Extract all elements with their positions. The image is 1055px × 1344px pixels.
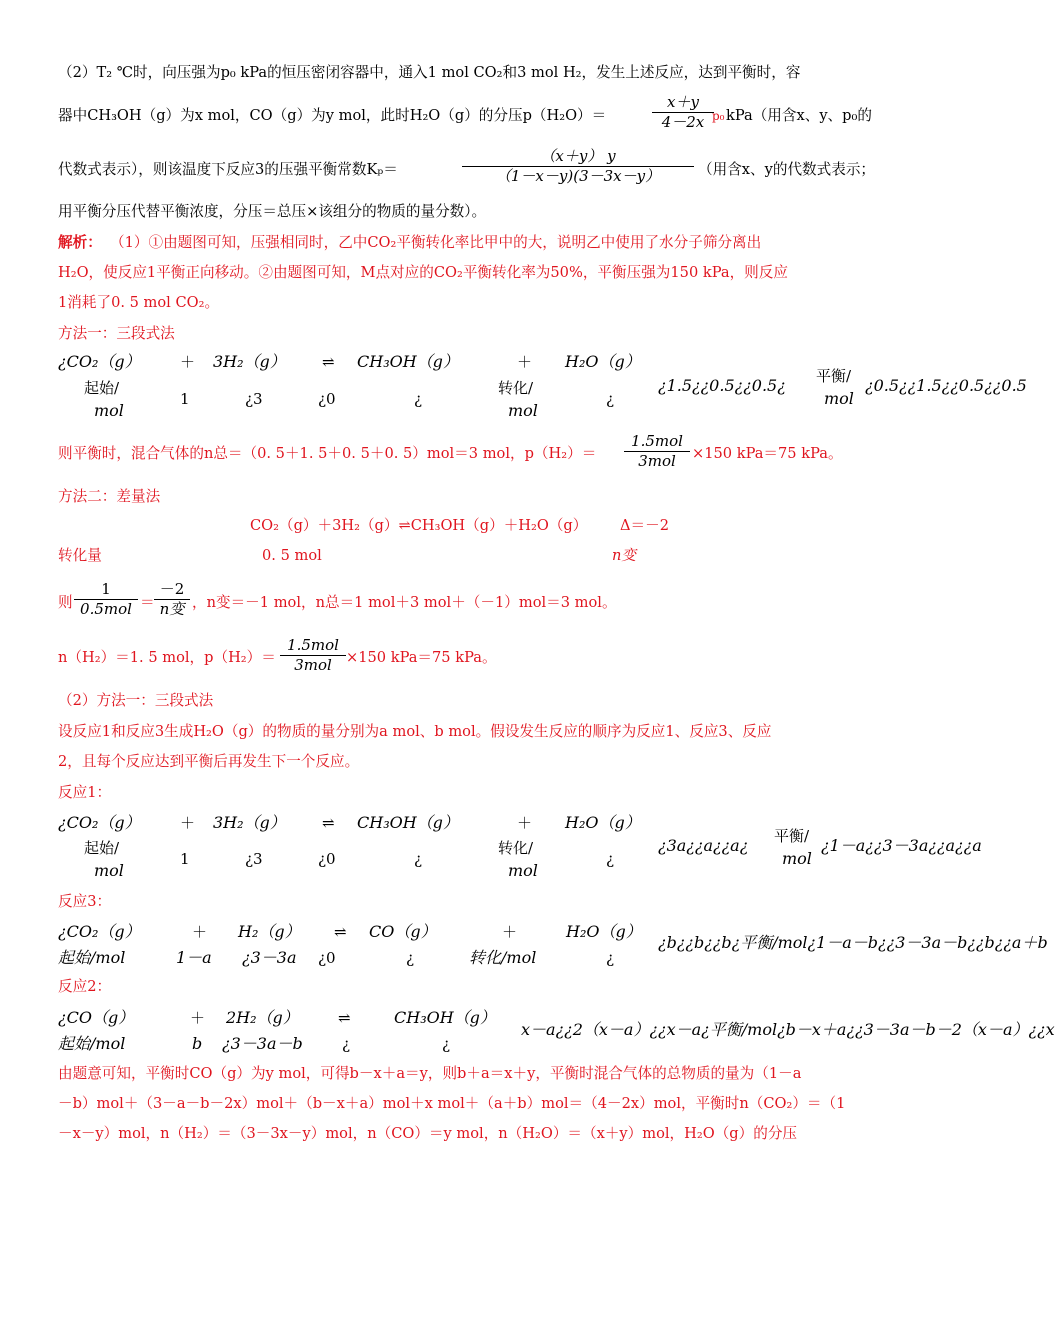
t4-start-label: 起始/mol (58, 1034, 126, 1053)
t1-eq-unit: mol (824, 389, 854, 408)
calc-1-fraction (624, 432, 690, 471)
t3-plus-2: ＋ (502, 923, 518, 941)
method-2-h2-line: n（H₂）＝1. 5 mol，p（H₂）＝ (58, 649, 276, 666)
part-2-title: （2）方法一：三段式法 (58, 692, 214, 709)
part-2-line-1: 设反应1和反应3生成H₂O（g）的物质的量分别为a mol、b mol。假设发生反应的顺序为反应1、反应3、反应 (58, 723, 772, 740)
method-2-result: ，n变＝－1 mol，n总＝1 mol＋3 mol＋（－1）mol＝3 mol。 (192, 594, 617, 611)
answer-p0: p₀ (712, 109, 725, 123)
t4-ch3oh: CH₃OH（g） (394, 1008, 496, 1027)
t1-start-label: 起始/ (84, 379, 120, 397)
fraction-denominator: 0.5mol (74, 599, 138, 619)
t2-start-ch3oh: ¿0 (318, 850, 336, 868)
t3-co: CO（g） (369, 922, 437, 941)
question-line-2: 器中CH₃OH（g）为x mol，CO（g）为y mol，此时H₂O（g）的分压p（H₂O）＝ (58, 107, 607, 124)
t4-sep: ¿ (442, 1035, 451, 1053)
t3-start-label: 起始/mol (58, 948, 126, 967)
t2-equilibrium-arrow: ⇌ (322, 814, 335, 832)
t3-conv-sep: ¿ (606, 949, 615, 967)
method-2-equation: CO₂（g）＋3H₂（g）⇌CH₃OH（g）＋H₂O（g） (250, 517, 588, 534)
t4-co: ¿CO（g） (58, 1008, 135, 1027)
calc-1-line: 则平衡时，混合气体的n总＝（0. 5＋1. 5＋0. 5＋0. 5）mol＝3 mol，p（H₂）＝ (58, 445, 597, 462)
t1-plus-2: ＋ (517, 353, 533, 371)
reaction-2-label: 反应2： (58, 978, 112, 995)
method-2-equals: ＝ (140, 594, 155, 611)
t1-conv-unit: mol (508, 401, 538, 420)
final-line-3: －x－y）mol，n（H₂）＝（3－3x－y）mol，n（CO）＝y mol，n（H₂O）＝（x＋y）mol，H₂O（g）的分压 (58, 1125, 798, 1142)
t4-equilibrium-arrow: ⇌ (338, 1009, 351, 1027)
method-1-title: 方法一：三段式法 (58, 325, 175, 342)
method-2-h2-fraction (280, 636, 346, 675)
fraction-denominator: n变 (154, 599, 190, 619)
fraction-numerator: x＋y (667, 93, 699, 111)
reaction-3-label: 反应3： (58, 893, 112, 910)
t2-eq-label: 平衡/ (774, 827, 810, 845)
t1-start-h2o: ¿ (414, 390, 423, 408)
t2-eq-unit: mol (782, 849, 812, 868)
analysis-label: 解析： (58, 234, 102, 251)
t2-eq-values: ¿1－a¿¿3－3a¿¿a¿¿a (821, 836, 982, 855)
calc-1-tail: ×150 kPa＝75 kPa。 (692, 445, 843, 462)
t2-h2o: H₂O（g） (565, 813, 641, 832)
method-2-fraction-2 (154, 580, 190, 619)
t1-ch3oh: CH₃OH（g） (357, 352, 459, 371)
t1-eq-label: 平衡/ (816, 367, 852, 385)
fraction-numerator: 1.5mol (631, 432, 683, 450)
t3-start-co2: 1－a (176, 948, 212, 967)
final-line-2: －b）mol＋（3－a－b－2x）mol＋（b－x＋a）mol＋x mol＋（a＋b）mol＝（4－2x）mol，平衡时n（CO₂）＝（1 (58, 1095, 846, 1112)
t2-ch3oh: CH₃OH（g） (357, 813, 459, 832)
t3-h2o: H₂O（g） (566, 922, 642, 941)
t2-start-h2: ¿3 (245, 850, 263, 868)
t2-conv-label: 转化/ (498, 839, 534, 857)
t1-equilibrium-arrow: ⇌ (322, 353, 335, 371)
reaction-1-label: 反应1： (58, 784, 112, 801)
t2-co2: ¿CO₂（g） (58, 813, 141, 832)
t1-conv-values: ¿1.5¿¿0.5¿¿0.5¿ (658, 376, 786, 395)
method-2-h2-tail: ×150 kPa＝75 kPa。 (346, 649, 497, 666)
t1-conv-label: 转化/ (498, 379, 534, 397)
t1-start-unit: mol (94, 401, 124, 420)
t1-start-ch3oh: ¿0 (318, 390, 336, 408)
t3-start-co: ¿0 (318, 949, 336, 967)
t1-start-co2: 1 (180, 390, 190, 408)
t3-h2: H₂（g） (238, 922, 301, 941)
t1-plus-1: ＋ (180, 353, 196, 371)
t2-start-co2: 1 (180, 850, 190, 868)
method-2-conv-label: 转化量 (58, 547, 102, 564)
t4-plus: ＋ (190, 1009, 206, 1027)
t3-start-h2o: ¿ (406, 949, 415, 967)
t3-co2: ¿CO₂（g） (58, 922, 141, 941)
t3-start-h2: ¿3－3a (242, 948, 297, 967)
fraction-numerator: （x＋y） y (540, 147, 616, 165)
analysis-line-2: H₂O，使反应1平衡正向移动。②由题图可知，M点对应的CO₂平衡转化率为50%，平衡压强为150 kPa，则反应 (58, 264, 788, 281)
t4-h2: 2H₂（g） (226, 1008, 299, 1027)
t1-conv-sep: ¿ (606, 390, 615, 408)
t2-conv-sep: ¿ (606, 850, 615, 868)
t2-h2: 3H₂（g） (213, 813, 286, 832)
final-line-1: 由题意可知，平衡时CO（g）为y mol，可得b－x＋a＝y，则b＋a＝x＋y，平衡时混合气体的总物质的量为（1－a (58, 1065, 802, 1082)
t2-plus-1: ＋ (180, 814, 196, 832)
t3-equilibrium-arrow: ⇌ (334, 923, 347, 941)
method-2-title: 方法二：差量法 (58, 488, 161, 505)
answer-fraction-kp (462, 147, 694, 186)
t1-h2o: H₂O（g） (565, 352, 641, 371)
fraction-denominator: 4－2x (652, 112, 714, 132)
fraction-numerator: 1.5mol (287, 636, 339, 654)
t3-values: ¿b¿¿b¿¿b¿平衡/mol¿1－a－b¿¿3－3a－b¿¿b¿¿a＋b (658, 933, 1048, 952)
analysis-line-3: 1消耗了0. 5 mol CO₂。 (58, 294, 220, 311)
t4-values: x－a¿¿2（x－a）¿¿x－a¿平衡/mol¿b－x＋a¿¿3－3a－b－2（x－a）¿¿x (521, 1020, 1055, 1039)
method-2-fraction-1 (74, 580, 138, 619)
answer-fraction-pressure (652, 93, 714, 132)
t1-co2: ¿CO₂（g） (58, 352, 141, 371)
fraction-denominator: （1－x－y)(3－3x－y） (462, 166, 694, 186)
question-line-4: 用平衡分压代替平衡浓度，分压＝总压×该组分的物质的量分数）。 (58, 203, 487, 220)
t3-plus-1: ＋ (192, 923, 208, 941)
t2-start-h2o: ¿ (414, 850, 423, 868)
t1-eq-values: ¿0.5¿¿1.5¿¿0.5¿¿0.5 (865, 376, 1027, 395)
question-line-1: （2）T₂ ℃时，向压强为p₀ kPa的恒压密闭容器中，通入1 mol CO₂和3 mol H₂，发生上述反应，达到平衡时，容 (58, 64, 801, 81)
method-2-conv-value: 0. 5 mol (262, 547, 322, 564)
t1-h2: 3H₂（g） (213, 352, 286, 371)
t4-start-co: b (192, 1034, 203, 1053)
question-line-3-tail: （用含x、y的代数式表示； (698, 161, 876, 178)
t2-start-unit: mol (94, 861, 124, 880)
t3-conv-label: 转化/mol (469, 948, 537, 967)
part-2-line-2: 2，且每个反应达到平衡后再发生下一个反应。 (58, 753, 360, 770)
method-2-delta: Δ＝－2 (620, 517, 670, 534)
fraction-denominator: 3mol (624, 451, 690, 471)
t2-plus-2: ＋ (517, 814, 533, 832)
t2-start-label: 起始/ (84, 839, 120, 857)
t2-conv-unit: mol (508, 861, 538, 880)
t1-start-h2: ¿3 (245, 390, 263, 408)
question-line-2-tail: kPa（用含x、y、p₀的 (726, 107, 872, 124)
t4-start-ch3oh: ¿ (342, 1035, 351, 1053)
method-2-n-change: n变 (612, 547, 636, 564)
t2-conv-values: ¿3a¿¿a¿¿a¿ (658, 836, 749, 855)
fraction-numerator: －2 (159, 580, 185, 598)
fraction-denominator: 3mol (280, 655, 346, 675)
analysis-line-1: （1）①由题图可知，压强相同时，乙中CO₂平衡转化率比甲中的大，说明乙中使用了水分子筛分离出 (110, 234, 762, 251)
fraction-numerator: 1 (101, 580, 111, 598)
t4-start-h2: ¿3－3a－b (222, 1034, 303, 1053)
question-line-3: 代数式表示），则该温度下反应3的压强平衡常数Kₚ＝ (58, 161, 398, 178)
method-2-ze: 则 (58, 594, 73, 611)
